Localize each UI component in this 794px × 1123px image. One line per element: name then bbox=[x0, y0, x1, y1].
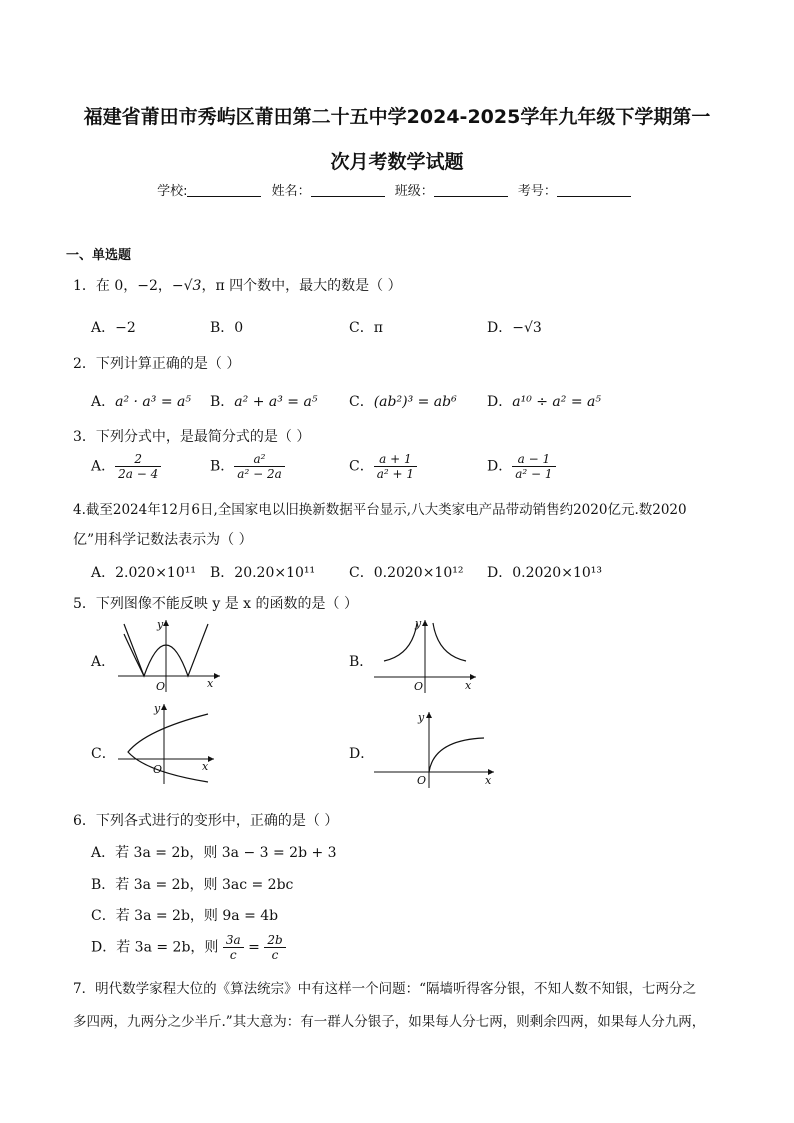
q4-option-d: D．0.2020×10¹³ bbox=[487, 565, 602, 581]
q5c-origin: O bbox=[153, 763, 163, 776]
q5b-y: y bbox=[415, 617, 422, 630]
class-blank[interactable] bbox=[434, 184, 508, 197]
q5d-origin: O bbox=[417, 774, 427, 787]
q1-option-c: C．π bbox=[349, 320, 383, 336]
question-7-line1: 7．明代数学家程大位的《算法统宗》中有这样一个问题：“隔墙听得客分银，不知人数不知银，七两分之 bbox=[73, 981, 696, 997]
q5a-origin: O bbox=[156, 680, 166, 693]
q5b-origin: O bbox=[414, 680, 424, 693]
q5-graph-c bbox=[116, 700, 226, 786]
q5-graph-d bbox=[372, 708, 498, 790]
q1-option-d: D．−√3 bbox=[487, 320, 542, 336]
name-blank[interactable] bbox=[311, 184, 385, 197]
q1-stem-b: −√3 bbox=[171, 278, 202, 294]
number-blank[interactable] bbox=[557, 184, 631, 197]
question-4-stem-line1: 4.截至2024年12月6日,全国家电以旧换新数据平台显示,八大类家电产品带动销售约2020亿元.数2020 bbox=[73, 502, 687, 518]
student-info-row bbox=[0, 180, 794, 199]
q5c-x: x bbox=[202, 760, 209, 773]
exam-title-line2: 次月考数学试题 bbox=[330, 151, 464, 173]
q1-stem-c: ，π 四个数中，最大的数是（ ） bbox=[201, 278, 402, 294]
q2-option-d: D．a¹⁰ ÷ a² = a⁵ bbox=[487, 394, 601, 410]
q4-option-b: B．20.20×10¹¹ bbox=[210, 565, 316, 581]
section-heading: 一、单选题 bbox=[66, 248, 132, 263]
name-label: 姓名： bbox=[271, 184, 311, 199]
q5-graph-a bbox=[116, 616, 226, 694]
q5-option-d-label: D． bbox=[349, 746, 375, 762]
q3-option-a: A． $\frac{2}{2a - 4}$ bbox=[91, 452, 161, 481]
q3-option-d: D． $\frac{a - 1}{\text{a² − 1}}$ bbox=[487, 452, 556, 481]
q6-option-c: C．若 3a = 2b，则 9a = 4b bbox=[91, 908, 279, 924]
q6-option-d: D．若 3a = 2b，则 $\frac{3a}{c}$ = $\frac{2b}{c}$ bbox=[91, 933, 286, 962]
q3-option-c: C． $\frac{a + 1}{\text{a² + 1}}$ bbox=[349, 452, 417, 481]
q5-option-c-label: C． bbox=[91, 746, 116, 762]
q5-option-b-label: B． bbox=[349, 654, 374, 670]
q5a-x: x bbox=[207, 677, 214, 690]
exam-title-line1: 福建省莆田市秀屿区莆田第二十五中学2024-2025学年九年级下学期第一 bbox=[83, 106, 711, 128]
q3-option-b: B． $\frac{\text{a²}}{\text{a² − 2a}}$ bbox=[210, 452, 285, 481]
q4-option-a: A．2.020×10¹¹ bbox=[91, 565, 196, 581]
q6-option-a: A．若 3a = 2b，则 3a − 3 = 2b + 3 bbox=[91, 845, 337, 861]
q5d-y: y bbox=[418, 711, 425, 724]
q1-stem-a: 1．在 0，−2， bbox=[73, 278, 172, 294]
q5a-y: y bbox=[157, 618, 164, 631]
q6-option-b: B．若 3a = 2b，则 3ac = 2bc bbox=[91, 877, 294, 893]
question-1-stem bbox=[73, 275, 402, 295]
question-5-stem: 5．下列图像不能反映 y 是 x 的函数的是（ ） bbox=[73, 596, 358, 612]
q5-graph-b bbox=[372, 617, 482, 695]
question-4-stem-line2: 亿”用科学记数法表示为（ ） bbox=[73, 532, 253, 548]
school-blank[interactable] bbox=[187, 184, 261, 197]
q5d-x: x bbox=[485, 774, 492, 787]
question-2-stem: 2．下列计算正确的是（ ） bbox=[73, 356, 241, 372]
q1-option-a: A．−2 bbox=[91, 320, 136, 336]
number-label: 考号： bbox=[517, 184, 557, 199]
question-3-stem: 3．下列分式中，是最简分式的是（ ） bbox=[73, 429, 311, 445]
school-label: 学校: bbox=[157, 184, 188, 199]
q5b-x: x bbox=[465, 679, 472, 692]
question-7-line2: 多四两，九两分之少半斤.”其大意为：有一群人分银子，如果每人分七两，则剩余四两，如果每人分九两， bbox=[73, 1014, 706, 1030]
q4-option-c: C．0.2020×10¹² bbox=[349, 565, 464, 581]
q2-option-c: C．(ab²)³ = ab⁶ bbox=[349, 394, 457, 410]
q2-option-a: A．a² · a³ = a⁵ bbox=[91, 394, 191, 410]
q5c-y: y bbox=[154, 702, 161, 715]
question-6-stem: 6．下列各式进行的变形中，正确的是（ ） bbox=[73, 813, 339, 829]
q5-option-a-label: A． bbox=[91, 654, 116, 670]
q2-option-b: B．a² + a³ = a⁵ bbox=[210, 394, 318, 410]
class-label: 班级： bbox=[394, 184, 434, 199]
q1-option-b: B．0 bbox=[210, 320, 244, 336]
